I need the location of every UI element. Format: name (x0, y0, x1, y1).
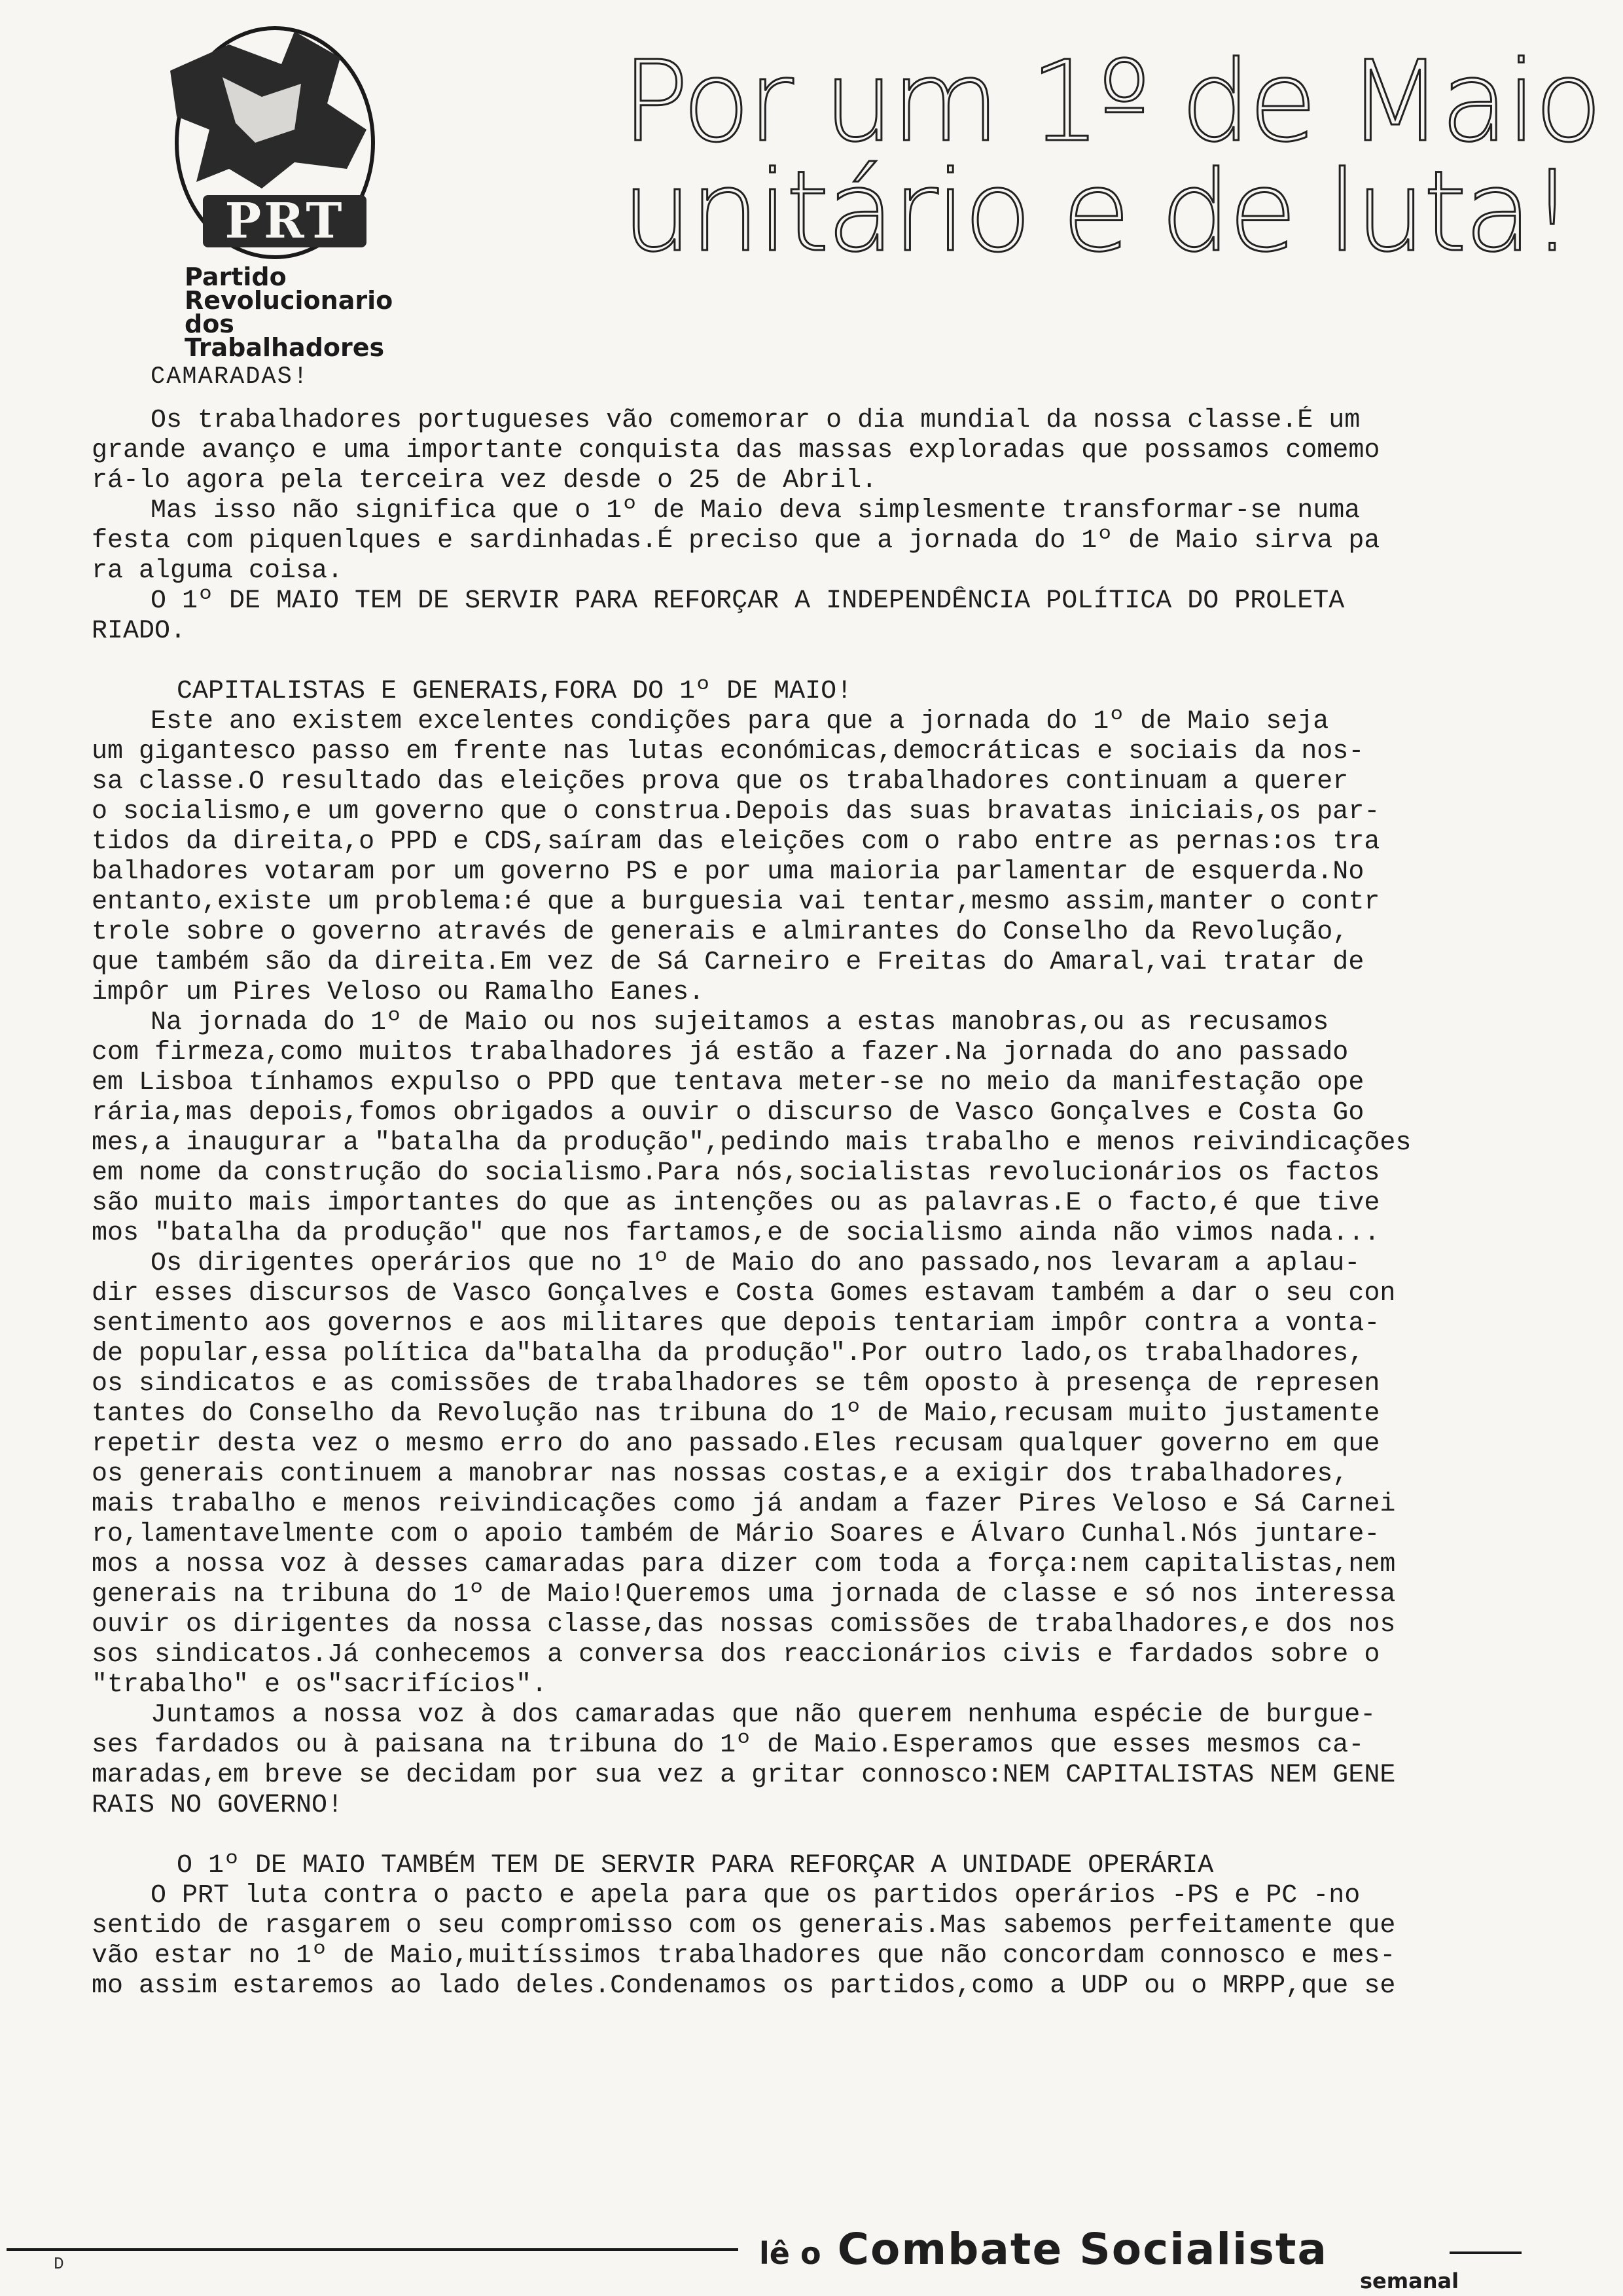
text-line: ra alguma coisa. (92, 556, 344, 586)
text-line: Este ano existem excelentes condições para que a jornada do 1º de Maio seja (151, 707, 1329, 736)
text-line: ouvir os dirigentes da nossa classe,das nossas comissões de trabalhadores,e dos nos (92, 1610, 1396, 1640)
text-line: grande avanço e uma importante conquista das massas exploradas que possamos comemo (92, 436, 1380, 465)
text-line: balhadores votaram por um governo PS e por uma maioria parlamentar de esquerda.No (92, 857, 1364, 887)
footer-subtitle: semanal (1360, 2269, 1459, 2293)
text-line: que também são da direita.Em vez de Sá Carneiro e Freitas do Amaral,vai tratar de (92, 948, 1364, 977)
text-line: ses fardados ou à paisana na tribuna do 1º de Maio.Esperamos que esses mesmos ca- (92, 1731, 1364, 1760)
text-line: os sindicatos e as comissões de trabalhadores se têm oposto à presença de represen (92, 1369, 1380, 1399)
text-line: repetir desta vez o mesmo erro do ano passado.Eles recusam qualquer governo em que (92, 1429, 1380, 1459)
text-line: Mas isso não significa que o 1º de Maio deva simplesmente transformar-se numa (151, 496, 1361, 526)
text-line: os generais continuem a manobrar nas nossas costas,e a exigir dos trabalhadores, (92, 1460, 1349, 1489)
blank-line (92, 647, 1551, 677)
text-line: entanto,existe um problema:é que a burguesia vai tentar,mesmo assim,manter o contr (92, 888, 1380, 917)
text-line: Os trabalhadores portugueses vão comemorar o dia mundial da nossa classe.É um (151, 406, 1361, 435)
text-line: em Lisboa tínhamos expulso o PPD que tentava meter-se no meio da manifestação ope (92, 1068, 1364, 1098)
text-line: RIADO. (92, 617, 187, 646)
text-line: sa classe.O resultado das eleições prova que os trabalhadores continuam a querer (92, 767, 1349, 797)
text-line: mo assim estaremos ao lado deles.Condenamos os partidos,como a UDP ou o MRPP,que se (92, 1971, 1396, 2001)
text-line: com firmeza,como muitos trabalhadores já estão a fazer.Na jornada do ano passado (92, 1038, 1349, 1067)
headline (622, 37, 1600, 277)
text-line: tidos da direita,o PPD e CDS,saíram das eleições com o rabo entre as pernas:os tra (92, 827, 1380, 857)
text-line: mais trabalho e menos reivindicações como já andam a fazer Pires Veloso e Sá Carnei (92, 1490, 1396, 1519)
text-line: impôr um Pires Veloso ou Ramalho Eanes. (92, 978, 705, 1007)
text-line: trole sobre o governo através de generais e almirantes do Conselho da Revolução, (92, 918, 1349, 947)
blank-line (92, 1821, 1551, 1851)
text-line: sos sindicatos.Já conhecemos a conversa dos reaccionários civis e fardados sobre o (92, 1640, 1380, 1670)
text-line: O 1º DE MAIO TEM DE SERVIR PARA REFORÇAR A INDEPENDÊNCIA POLÍTICA DO PROLETA (151, 586, 1345, 616)
text-line: mes,a inaugurar a "batalha da produção",pedindo mais trabalho e menos reivindicações (92, 1128, 1412, 1158)
party-name-line-3: dos (185, 310, 234, 338)
text-line: tantes do Conselho da Revolução nas tribuna do 1º de Maio,recusam muito justamente (92, 1399, 1380, 1429)
text-line: Os dirigentes operários que no 1º de Maio do ano passado,nos levaram a aplau- (151, 1249, 1361, 1278)
text-line: sentimento aos governos e aos militares que depois tentariam impôr contra a vonta- (92, 1309, 1380, 1338)
text-line: sentido de rasgarem o seu compromisso com os generais.Mas sabemos perfeitamente que (92, 1911, 1396, 1941)
text-line: CAPITALISTAS E GENERAIS,FORA DO 1º DE MAIO! (177, 677, 853, 706)
headline-line-1: Por um 1º de Maio (622, 37, 1600, 167)
headline-line-2: unitário e de luta! (622, 147, 1572, 277)
text-line: um gigantesco passo em frente nas lutas económicas,democráticas e sociais da nos- (92, 737, 1364, 766)
text-line: mos a nossa voz à desses camaradas para dizer com toda a força:nem capitalistas,nem (92, 1550, 1396, 1579)
text-line: O 1º DE MAIO TAMBÉM TEM DE SERVIR PARA REFORÇAR A UNIDADE OPERÁRIA (177, 1851, 1214, 1880)
body-text (92, 406, 1551, 2001)
footer-corner-mark: D (54, 2254, 64, 2274)
party-name-line-2: Revolucionario (185, 286, 393, 315)
text-line: RAIS NO GOVERNO! (92, 1791, 344, 1820)
salutation: CAMARADAS! (151, 363, 310, 391)
text-line: mos "batalha da produção" que nos fartamos,e de socialismo ainda não vimos nada... (92, 1219, 1380, 1248)
party-name-line-4: Trabalhadores (185, 333, 385, 362)
footer-rule-left (7, 2248, 738, 2251)
prt-logo (131, 18, 432, 274)
text-line: em nome da construção do socialismo.Para nós,socialistas revolucionários os factos (92, 1158, 1380, 1188)
text-line: Na jornada do 1º de Maio ou nos sujeitamos a estas manobras,ou as recusamos (151, 1008, 1329, 1037)
footer-banner (759, 2224, 1328, 2274)
text-line: festa com piquenlques e sardinhadas.É preciso que a jornada do 1º de Maio sirva pa (92, 526, 1380, 556)
text-line: dir esses discursos de Vasco Gonçalves e Costa Gomes estavam também a dar o seu con (92, 1279, 1396, 1308)
logo-initials: PRT (224, 193, 345, 249)
text-line: Juntamos a nossa voz à dos camaradas que não querem nenhuma espécie de burgue- (151, 1700, 1376, 1730)
text-line: rária,mas depois,fomos obrigados a ouvir o discurso de Vasco Gonçalves e Costa Go (92, 1098, 1364, 1128)
text-line: generais na tribuna do 1º de Maio!Queremos uma jornada de classe e só nos interessa (92, 1580, 1396, 1609)
text-line: são muito mais importantes do que as intenções ou as palavras.E o facto,é que tive (92, 1189, 1380, 1218)
party-name (185, 262, 393, 362)
text-line: o socialismo,e um governo que o construa.Depois das suas bravatas iniciais,os par- (92, 797, 1380, 827)
footer-rule-right (1450, 2251, 1522, 2254)
text-line: de popular,essa política da"batalha da produção".Por outro lado,os trabalhadores, (92, 1339, 1364, 1369)
text-line: maradas,em breve se decidam por sua vez a gritar connosco:NEM CAPITALISTAS NEM GENE (92, 1761, 1396, 1790)
footer-title: Combate Socialista (837, 2224, 1328, 2274)
party-name-line-1: Partido (185, 262, 287, 291)
text-line: O PRT luta contra o pacto e apela para que os partidos operários -PS e PC -no (151, 1881, 1361, 1910)
footer-prefix: lê o (759, 2236, 821, 2271)
text-line: ro,lamentavelmente com o apoio também de Mário Soares e Álvaro Cunhal.Nós juntare- (92, 1520, 1380, 1549)
text-line: "trabalho" e os"sacrifícios". (92, 1670, 548, 1700)
text-line: rá-lo agora pela terceira vez desde o 25 de Abril. (92, 466, 878, 495)
text-line: vão estar no 1º de Maio,muitíssimos trabalhadores que não concordam connosco e mes- (92, 1941, 1396, 1971)
